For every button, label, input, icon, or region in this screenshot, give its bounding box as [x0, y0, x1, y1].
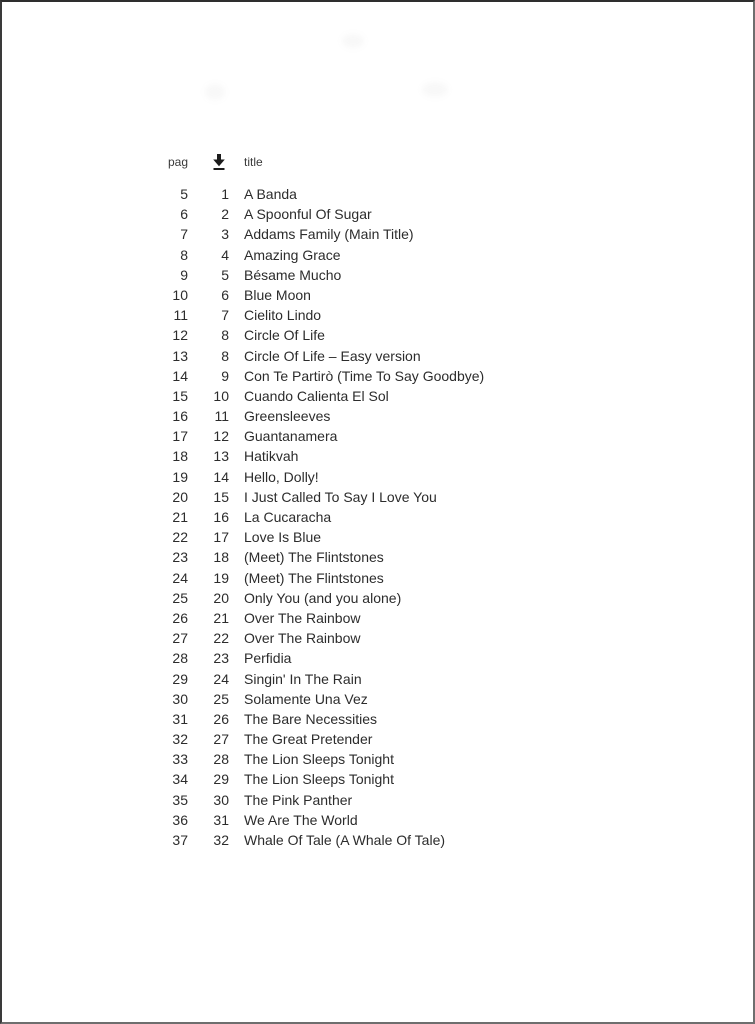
- song-title: Guantanamera: [244, 428, 338, 445]
- scan-artifact: [205, 84, 225, 100]
- track-number: 30: [213, 791, 229, 808]
- track-number: 27: [213, 731, 229, 748]
- page-number: 9: [180, 266, 188, 283]
- song-title: Blue Moon: [244, 286, 311, 303]
- song-title: (Meet) The Flintstones: [244, 569, 384, 586]
- toc-row: [2, 769, 753, 789]
- page-number: 31: [172, 710, 188, 727]
- track-number: 19: [213, 569, 229, 586]
- toc-row: [2, 426, 753, 446]
- toc-row: [2, 749, 753, 769]
- page-number: 12: [172, 327, 188, 344]
- toc-row: [2, 285, 753, 305]
- song-title: Greensleeves: [244, 408, 331, 425]
- toc-row: [2, 507, 753, 527]
- track-number: 6: [221, 286, 229, 303]
- toc-row: [2, 547, 753, 567]
- page-number: 34: [172, 771, 188, 788]
- song-title: Cuando Calienta El Sol: [244, 387, 389, 404]
- toc-header: [2, 152, 753, 172]
- track-number: 23: [213, 650, 229, 667]
- track-number: 18: [213, 549, 229, 566]
- song-title: Addams Family (Main Title): [244, 226, 414, 243]
- track-number: 4: [221, 246, 229, 263]
- track-number: 14: [213, 468, 229, 485]
- toc-row: [2, 265, 753, 285]
- toc-row: [2, 790, 753, 810]
- toc-row: [2, 446, 753, 466]
- page-number: 37: [172, 832, 188, 848]
- track-number: 2: [221, 206, 229, 223]
- song-title: Amazing Grace: [244, 246, 341, 263]
- page-number: 21: [172, 509, 188, 525]
- page-number: 15: [172, 387, 188, 404]
- song-title: Whale Of Tale (A Whale Of Tale): [244, 832, 446, 848]
- page-number: 14: [172, 367, 188, 384]
- page-number: 30: [172, 690, 188, 707]
- toc-row: [2, 346, 753, 366]
- song-title: Perfidia: [244, 650, 292, 667]
- page-number: 17: [172, 428, 188, 445]
- song-title: Only You (and you alone): [244, 589, 402, 606]
- song-title: La Cucaracha: [244, 509, 332, 525]
- page-number: 11: [173, 307, 188, 324]
- track-number: 15: [213, 488, 229, 505]
- page-number: 19: [172, 468, 188, 485]
- song-title: Hatikvah: [244, 448, 299, 465]
- toc-row: [2, 628, 753, 648]
- track-number: 16: [213, 509, 229, 525]
- toc-rows: [2, 184, 753, 850]
- track-number: 8: [221, 347, 229, 364]
- page-number: 6: [180, 206, 188, 223]
- toc-row: [2, 608, 753, 628]
- page-number: 8: [180, 246, 188, 263]
- pag-column-header: pag: [167, 155, 188, 169]
- song-title: Hello, Dolly!: [244, 468, 319, 485]
- track-number: 28: [213, 751, 229, 768]
- song-title: Over The Rainbow: [244, 609, 361, 626]
- song-title: Over The Rainbow: [244, 630, 361, 647]
- page-number: 20: [172, 488, 188, 505]
- song-title: I Just Called To Say I Love You: [244, 488, 437, 505]
- track-number: 25: [213, 690, 229, 707]
- page-number: 7: [180, 226, 188, 243]
- toc-row: [2, 709, 753, 729]
- toc-row: [2, 305, 753, 325]
- toc-row: [2, 729, 753, 749]
- song-title: Cielito Lindo: [244, 307, 322, 324]
- toc-row: [2, 487, 753, 507]
- page-number: 33: [172, 751, 188, 768]
- toc-row: [2, 669, 753, 689]
- download-icon: [188, 152, 229, 172]
- song-title: A Spoonful Of Sugar: [244, 206, 372, 223]
- track-number: 24: [213, 670, 229, 687]
- page-number: 27: [172, 630, 188, 647]
- toc-row: [2, 386, 753, 406]
- track-number: 17: [213, 529, 229, 546]
- track-number: 29: [213, 771, 229, 788]
- song-title: Circle Of Life – Easy version: [244, 347, 421, 364]
- track-number: 8: [221, 327, 229, 344]
- page-number: 10: [172, 286, 188, 303]
- page-number: 13: [172, 347, 188, 364]
- track-number: 3: [221, 226, 229, 243]
- toc-row: [2, 527, 753, 547]
- toc-row: [2, 184, 753, 204]
- page-number: 32: [172, 731, 188, 748]
- toc-row: [2, 568, 753, 588]
- track-number: 22: [213, 630, 229, 647]
- toc-row: [2, 224, 753, 244]
- song-title: Solamente Una Vez: [244, 690, 368, 707]
- track-number: 1: [221, 186, 229, 202]
- page-number: 35: [172, 791, 188, 808]
- song-title: Love Is Blue: [244, 529, 322, 546]
- song-title: The Lion Sleeps Tonight: [244, 771, 394, 788]
- toc-row: [2, 467, 753, 487]
- toc-row: [2, 366, 753, 386]
- song-title: Singin' In The Rain: [244, 670, 362, 687]
- track-number: 10: [213, 387, 229, 404]
- page-number: 36: [172, 811, 188, 828]
- toc-row: [2, 689, 753, 709]
- title-column-header: title: [244, 155, 263, 169]
- page-number: 5: [180, 186, 188, 202]
- toc-row: [2, 648, 753, 668]
- page-number: 22: [172, 529, 188, 546]
- page-number: 25: [172, 589, 188, 606]
- song-title: A Banda: [244, 186, 297, 202]
- page-number: 28: [172, 650, 188, 667]
- song-title: The Great Pretender: [244, 731, 373, 748]
- track-number: 32: [213, 832, 229, 848]
- table-of-contents: [2, 152, 753, 850]
- song-title: Bésame Mucho: [244, 266, 342, 283]
- page-number: 29: [172, 670, 188, 687]
- toc-row: [2, 204, 753, 224]
- page-number: 24: [172, 569, 188, 586]
- song-title: Con Te Partirò (Time To Say Goodbye): [244, 367, 485, 384]
- scan-artifact: [342, 34, 364, 48]
- track-number: 7: [221, 307, 229, 324]
- track-number: 5: [221, 266, 229, 283]
- page-number: 26: [172, 609, 188, 626]
- track-number: 13: [213, 448, 229, 465]
- track-number: 11: [214, 408, 229, 425]
- track-number: 9: [221, 367, 229, 384]
- track-number: 20: [213, 589, 229, 606]
- track-number: 21: [213, 609, 229, 626]
- track-number: 26: [213, 710, 229, 727]
- toc-row: [2, 810, 753, 830]
- page-number: 18: [172, 448, 188, 465]
- song-title: We Are The World: [244, 811, 358, 828]
- page-number: 23: [172, 549, 188, 566]
- toc-row: [2, 245, 753, 265]
- song-title: The Pink Panther: [244, 791, 353, 808]
- song-title: The Lion Sleeps Tonight: [244, 751, 394, 768]
- toc-row: [2, 406, 753, 426]
- toc-row: [2, 588, 753, 608]
- song-title: The Bare Necessities: [244, 710, 378, 727]
- scan-artifact: [422, 82, 448, 97]
- song-title: Circle Of Life: [244, 327, 325, 344]
- track-number: 31: [213, 811, 229, 828]
- toc-row: [2, 830, 753, 850]
- page-number: 16: [172, 408, 188, 425]
- song-title: (Meet) The Flintstones: [244, 549, 384, 566]
- toc-row: [2, 325, 753, 345]
- track-number: 12: [213, 428, 229, 445]
